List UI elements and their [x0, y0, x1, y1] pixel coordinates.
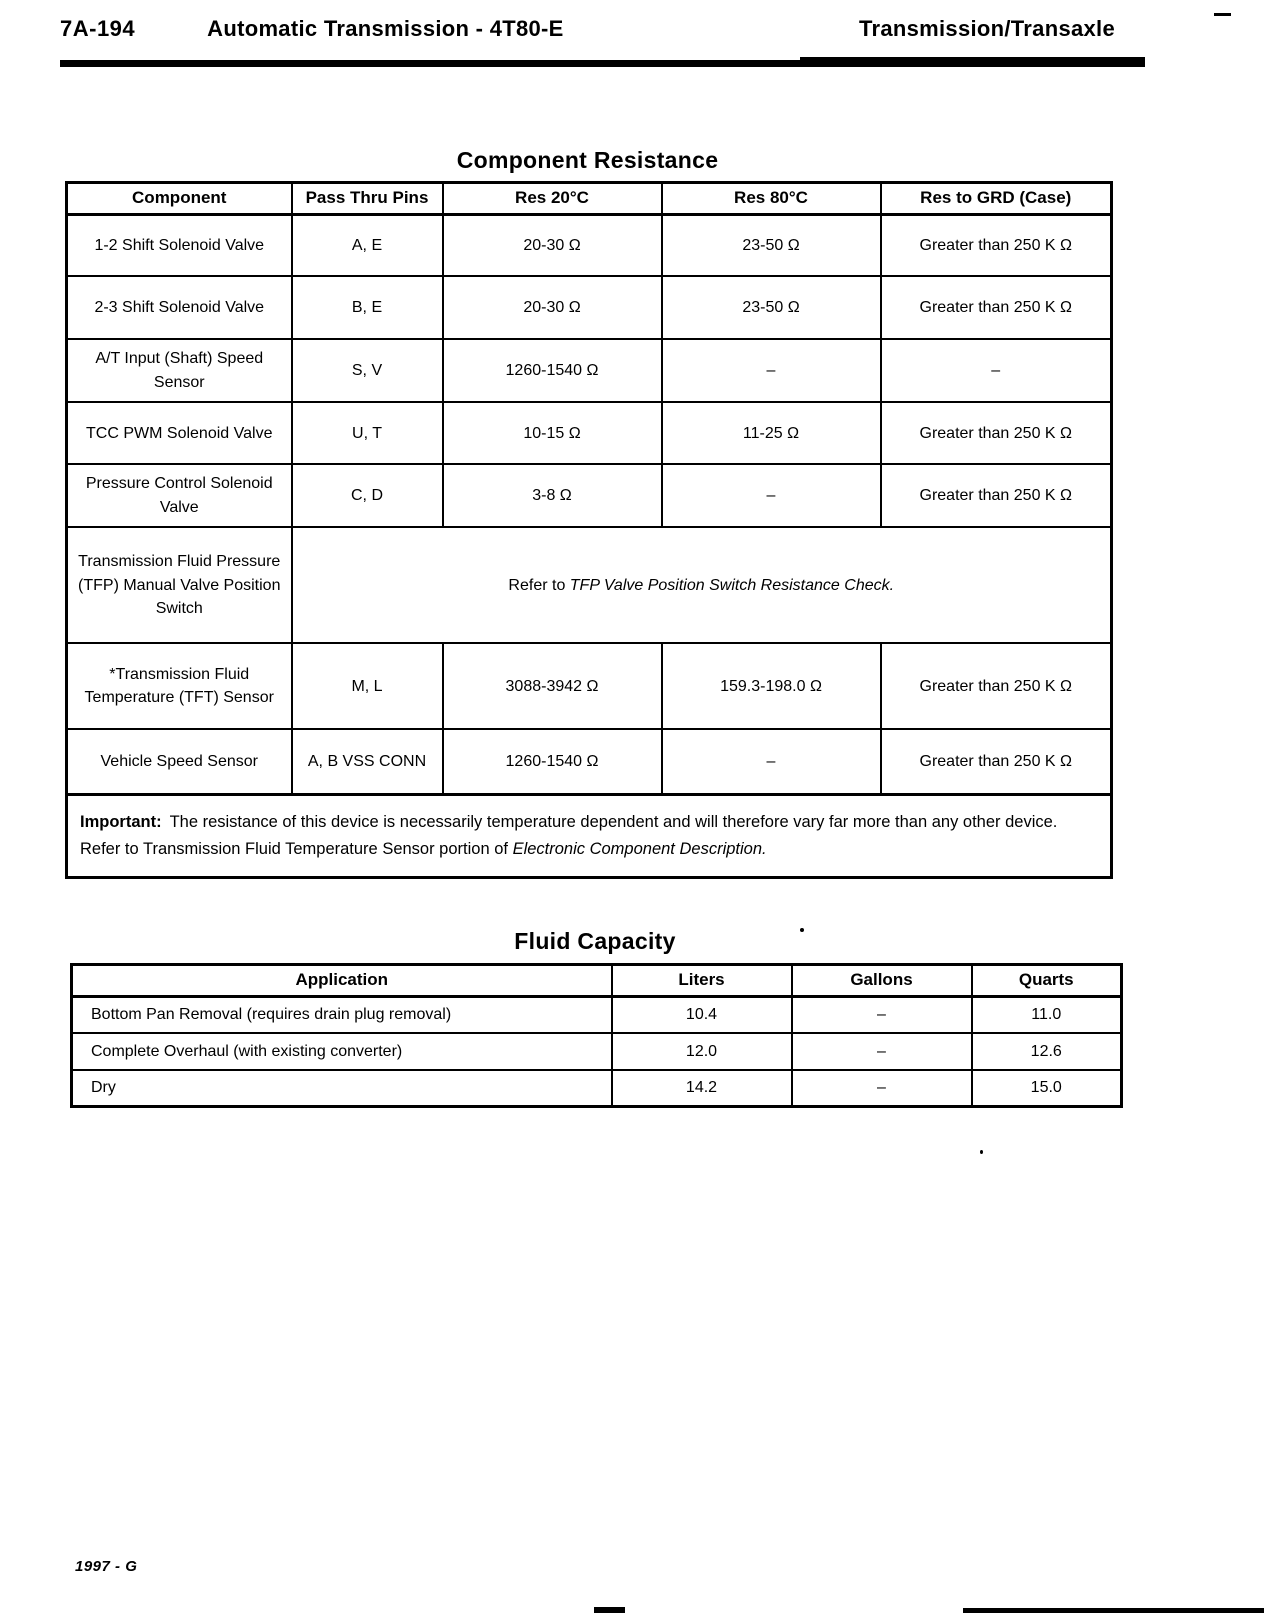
important-text-italic: Electronic Component Description. [512, 839, 767, 858]
table-row [67, 402, 1112, 464]
cell-res20: 20-30 Ω [443, 214, 662, 276]
cell-res20: 3-8 Ω [443, 464, 662, 527]
refer-italic: TFP Valve Position Switch Resistance Check. [569, 576, 895, 594]
table-row [72, 1033, 1122, 1070]
cell-pins: C, D [292, 464, 443, 527]
column-header-quarts: Quarts [972, 965, 1122, 997]
cell-liters: 14.2 [612, 1070, 792, 1106]
cell-res80: – [662, 464, 881, 527]
cell-component: 2-3 Shift Solenoid Valve [67, 276, 292, 339]
cell-liters: 12.0 [612, 1033, 792, 1070]
column-header-res80: Res 80°C [662, 183, 881, 215]
cell-res80: – [662, 729, 881, 794]
column-header-application: Application [72, 965, 612, 997]
table-row [67, 729, 1112, 794]
cell-grd: Greater than 250 K Ω [881, 729, 1112, 794]
component-resistance-title: Component Resistance [456, 147, 719, 173]
cell-pins: U, T [292, 402, 443, 464]
important-label: Important: [80, 813, 162, 832]
cell-res20: 3088-3942 Ω [443, 643, 662, 729]
scan-artifact-dash [594, 1607, 625, 1613]
scan-artifact-dot [800, 928, 804, 932]
table-row [67, 527, 1112, 643]
table-row [67, 464, 1112, 527]
header-rule-segment [800, 57, 1145, 62]
cell-res80: – [662, 339, 881, 402]
cell-res80: 159.3-198.0 Ω [662, 643, 881, 729]
cell-gallons: – [792, 996, 972, 1033]
column-header-grd: Res to GRD (Case) [881, 183, 1112, 215]
important-note-row [67, 794, 1112, 877]
footer-edition: 1997 - G [75, 1558, 138, 1575]
cell-grd: Greater than 250 K Ω [881, 464, 1112, 527]
cell-application: Bottom Pan Removal (requires drain plug removal) [72, 996, 612, 1033]
scan-artifact-line [963, 1608, 1264, 1613]
cell-application: Dry [72, 1070, 612, 1106]
fluid-capacity-table [70, 963, 1123, 1108]
cell-component: Pressure Control Solenoid Valve [67, 464, 292, 527]
table-header-row [67, 183, 1112, 215]
table-row [72, 996, 1122, 1033]
cell-refer-note [292, 527, 1112, 643]
table-header-row [72, 965, 1122, 997]
cell-pins: B, E [292, 276, 443, 339]
table-row [67, 643, 1112, 729]
cell-res80: 23-50 Ω [662, 214, 881, 276]
cell-component: 1-2 Shift Solenoid Valve [67, 214, 292, 276]
scan-artifact-dot [980, 1150, 983, 1154]
cell-application: Complete Overhaul (with existing converter) [72, 1033, 612, 1070]
cell-grd: – [881, 339, 1112, 402]
table-row [67, 214, 1112, 276]
cell-component: A/T Input (Shaft) Speed Sensor [67, 339, 292, 402]
cell-grd: Greater than 250 K Ω [881, 276, 1112, 339]
cell-pins: M, L [292, 643, 443, 729]
column-header-pins: Pass Thru Pins [292, 183, 443, 215]
chapter-title: Transmission/Transaxle [858, 16, 1115, 41]
cell-pins: A, E [292, 214, 443, 276]
component-resistance-table [65, 181, 1113, 879]
cell-component: Transmission Fluid Pressure (TFP) Manual Valve Position Switch [67, 527, 292, 643]
cell-quarts: 15.0 [972, 1070, 1122, 1106]
column-header-component: Component [67, 183, 292, 215]
cell-res20: 1260-1540 Ω [443, 729, 662, 794]
cell-component: Vehicle Speed Sensor [67, 729, 292, 794]
cell-grd: Greater than 250 K Ω [881, 643, 1112, 729]
refer-prefix: Refer to [508, 576, 570, 594]
important-note [67, 794, 1112, 877]
table-row [67, 276, 1112, 339]
cell-res20: 1260-1540 Ω [443, 339, 662, 402]
cell-pins: S, V [292, 339, 443, 402]
cell-quarts: 11.0 [972, 996, 1122, 1033]
column-header-res20: Res 20°C [443, 183, 662, 215]
cell-res20: 20-30 Ω [443, 276, 662, 339]
cell-pins: A, B VSS CONN [292, 729, 443, 794]
scan-artifact-dash [1214, 13, 1231, 16]
cell-gallons: – [792, 1033, 972, 1070]
cell-res80: 11-25 Ω [662, 402, 881, 464]
cell-grd: Greater than 250 K Ω [881, 402, 1112, 464]
cell-gallons: – [792, 1070, 972, 1106]
section-title: Automatic Transmission - 4T80-E [207, 16, 564, 41]
table-row [67, 339, 1112, 402]
cell-res20: 10-15 Ω [443, 402, 662, 464]
fluid-capacity-title: Fluid Capacity [514, 928, 676, 954]
cell-component: *Transmission Fluid Temperature (TFT) Sensor [67, 643, 292, 729]
column-header-liters: Liters [612, 965, 792, 997]
cell-component: TCC PWM Solenoid Valve [67, 402, 292, 464]
cell-grd: Greater than 250 K Ω [881, 214, 1112, 276]
column-header-gallons: Gallons [792, 965, 972, 997]
page-number: 7A-194 [60, 16, 136, 41]
cell-res80: 23-50 Ω [662, 276, 881, 339]
table-row [72, 1070, 1122, 1106]
cell-quarts: 12.6 [972, 1033, 1122, 1070]
page-header [60, 16, 1115, 42]
cell-liters: 10.4 [612, 996, 792, 1033]
important-text: The resistance of this device is necessarily temperature dependent and will therefore vary far more than any other device. Refer to Transmission Fluid Temperature Sensor portion of [80, 813, 1058, 858]
